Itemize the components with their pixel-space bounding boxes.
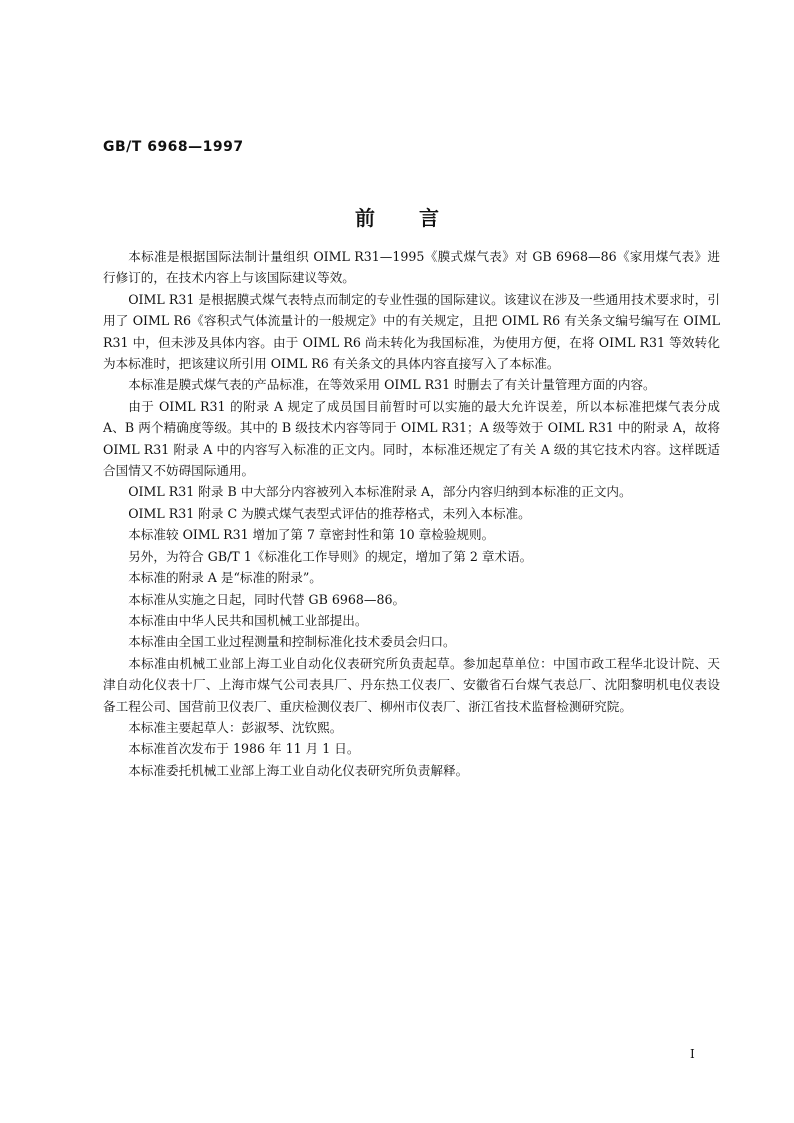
foreword-body [103, 246, 720, 781]
page-title: 前言 [355, 206, 483, 230]
paragraph: 本标准较 OIML R31 增加了第 7 章密封性和第 10 章检验规则。 [128, 527, 495, 543]
paragraph: 本标准首次发布于 1986 年 11 月 1 日。 [128, 741, 360, 757]
paragraph: 本标准的附录 A 是“标准的附录”。 [128, 570, 322, 586]
paragraph: 本标准由全国工业过程测量和控制标准化技术委员会归口。 [128, 634, 456, 650]
paragraph: 本标准主要起草人：彭淑琴、沈钦熙。 [128, 719, 343, 735]
paragraph: 本标准委托机械工业部上海工业自动化仪表研究所负责解释。 [128, 762, 469, 778]
paragraph: 本标准由机械工业部上海工业自动化仪表研究所负责起草。参加起草单位：中国市政工程华北设计院、天津自动化仪表十厂、上海市煤气公司表具厂、丹东热工仪表厂、安徽省石台煤气表总厂、沈阳黎明机电仪表设备工程公司、国营前卫仪表厂、重庆检测仪表厂、柳州市仪表厂、浙江省技术监督检测研究院。 [103, 655, 720, 714]
paragraph: 本标准从实施之日起，同时代替 GB 6968—86。 [128, 591, 406, 607]
page-number: I [690, 1047, 695, 1061]
standard-code: GB/T 6968—1997 [103, 139, 244, 155]
paragraph: 本标准是根据国际法制计量组织 OIML R31—1995《膜式煤气表》对 GB 6968—86《家用煤气表》进行修订的，在技术内容上与该国际建议等效。 [103, 249, 720, 286]
paragraph: OIML R31 附录 C 为膜式煤气表型式评估的推荐格式，未列入本标准。 [128, 505, 531, 521]
paragraph: 另外，为符合 GB/T 1《标准化工作导则》的规定，增加了第 2 章术语。 [128, 548, 533, 564]
paragraph: OIML R31 是根据膜式煤气表特点而制定的专业性强的国际建议。该建议在涉及一些通用技术要求时，引用了 OIML R6《容积式气体流量计的一般规定》中的有关规定，且把 OIML R6 有关条文编号编写在 OIML R31 中，但未涉及具体内容。由于 OIML R6 尚未转化为我国标准，为使用方便，在将 OIML R31 等效转化为本标准时，把该建议所引用 OIML R6 有关条文的具体内容直接写入了本标准。 [103, 291, 720, 372]
paragraph: 本标准是膜式煤气表的产品标准，在等效采用 OIML R31 时删去了有关计量管理方面的内容。 [128, 377, 656, 393]
paragraph: 由于 OIML R31 的附录 A 规定了成员国目前暂时可以实施的最大允许误差，所以本标准把煤气表分成 A、B 两个精确度等级。其中的 B 级技术内容等同于 OIML R31；A 级等效于 OIML R31 中的附录 A，故将 OIML R31 附录 A 中的内容写入标准的正文内。同时，本标准还规定了有关 A 级的其它技术内容。这样既适合国情又不妨碍国际通用。 [103, 398, 720, 479]
paragraph: 本标准由中华人民共和国机械工业部提出。 [128, 612, 368, 628]
paragraph: OIML R31 附录 B 中大部分内容被列入本标准附录 A，部分内容归纳到本标准的正文内。 [128, 484, 632, 500]
